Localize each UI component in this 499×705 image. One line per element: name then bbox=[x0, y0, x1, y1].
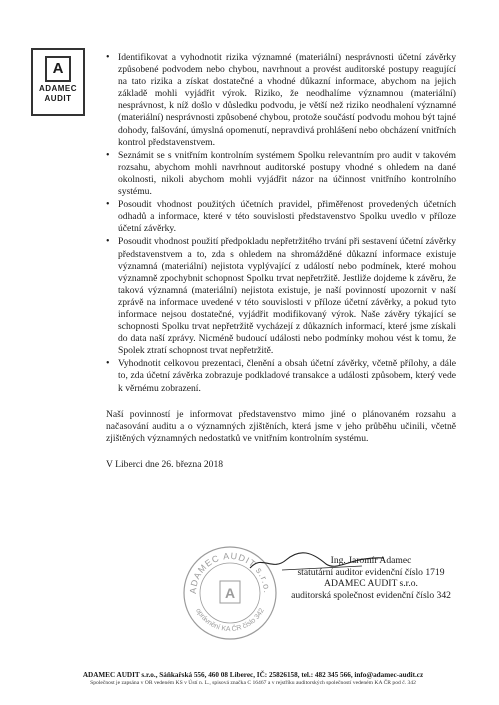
signature-block bbox=[286, 555, 456, 601]
footer-contact: ADAMEC AUDIT s.r.o., Sáňkařská 556, 460 08 Liberec, IČ: 25826158, tel.: 482 345 566, info@adamec-audit.cz bbox=[82, 671, 424, 679]
logo-line-1: ADAMEC bbox=[38, 84, 78, 93]
company-logo bbox=[31, 48, 85, 116]
signatory-registration: statutární auditor evidenční číslo 1719 bbox=[297, 566, 445, 578]
list-item: • Seznámit se s vnitřním kontrolním systémem Spolku relevantním pro audit v takovém rozsahu, abychom mohli navrhnout auditorské postupy vhodné s ohledem na dané okolnosti, nikoli abychom mohli vyjádřit názor na účinnost vnitřního kontrolního systému. bbox=[106, 150, 456, 198]
list-item: • Vyhodnotit celkovou prezentaci, členění a obsah účetní závěrky, včetně přílohy, a dále to, zda účetní závěrka zobrazuje podkladové transakce a události způsobem, který vede k věrnému zobrazení. bbox=[106, 358, 456, 394]
closing-paragraph: Naší povinností je informovat představenstvo mimo jiné o plánovaném rozsahu a načasování auditu a o významných zjištěních, která jsme v jeho průběhu učinili, včetně zjištěných významných nedostatků ve vnitřním kontrolním systému. bbox=[106, 408, 456, 444]
logo-line-2: AUDIT bbox=[44, 94, 72, 103]
report-body bbox=[106, 52, 456, 481]
list-item: • Posoudit vhodnost použití předpokladu nepřetržitého trvání při sestavení účetní závěrky představenstvem a to, zda s ohledem na shromážděné důkazní informace existuje významná (materiální) nejistota vyplývající z událostí nebo podmínek, které mohou významně zpochybnit schopnost Spolku trvat nepřetržitě. Jestliže dojdeme k závěru, že taková významná (materiální) nejistota existuje, je naší povinností upozornit v naší zprávě na informace uvedené v této souvislosti v příloze účetní závěrky, a pokud tyto informace nejsou dostatečné, vyjádřit modifikovaný výrok. Naše závěry týkající se schopnosti Spolku trvat nepřetržitě vycházejí z důkazních informací, které jsme získali do data naší zprávy. Nicméně budoucí události nebo podmínky mohou vést k tomu, že Spolek ztratí schopnost trvat nepřetržitě. bbox=[106, 236, 456, 357]
stamp-bottom-text: oprávnění KA ČR číslo 342 bbox=[194, 607, 266, 634]
stamp-center-letter: A bbox=[224, 585, 236, 601]
place-date: V Liberci dne 26. března 2018 bbox=[106, 458, 224, 470]
stamp-ring-text: ADAMEC AUDIT s.r.o. bbox=[187, 550, 273, 595]
svg-text:oprávnění KA ČR číslo 342 bbox=[194, 607, 266, 633]
auditor-responsibilities-list bbox=[106, 52, 456, 395]
company-registration: auditorská společnost evidenční číslo 342 bbox=[291, 589, 451, 601]
signatory-company: ADAMEC AUDIT s.r.o. bbox=[324, 578, 418, 589]
page-footer bbox=[38, 671, 468, 687]
signatory-name: Ing. Jaromír Adamec bbox=[330, 555, 412, 566]
logo-letter: A bbox=[45, 56, 71, 82]
list-item: • Identifikovat a vyhodnotit rizika významné (materiální) nesprávnosti účetní závěrky způsobené podvodem nebo chybou, navrhnout a provést auditorské postupy reagující na tato rizika a získat dostatečné a vhodné důkazní informace, abychom na jejich základě mohli vyjádřit výrok. Riziko, že neodhalíme významnou (materiální) nesprávnost, k níž došlo v důsledku podvodu, je větší než riziko neodhalení významné (materiální) nesprávnosti způsobené chybou, protože součástí podvodu mohou být tajné dohody, falšování, úmyslná opomenutí, nepravdivá prohlášení nebo obcházení vnitřních kontrol představenstvem. bbox=[106, 52, 456, 149]
footer-registration: Společnost je zapsána v OR vedeném KS v Ústí n. L., spisová značka C 16467 a v rejstříku auditorských společností vedeném KA ČR pod č. 342 bbox=[90, 680, 416, 686]
list-item: • Posoudit vhodnost použitých účetních pravidel, přiměřenost provedených účetních odhadů a informace, které v této souvislosti představenstvo Spolku uvedlo v příloze účetní závěrky. bbox=[106, 199, 456, 235]
